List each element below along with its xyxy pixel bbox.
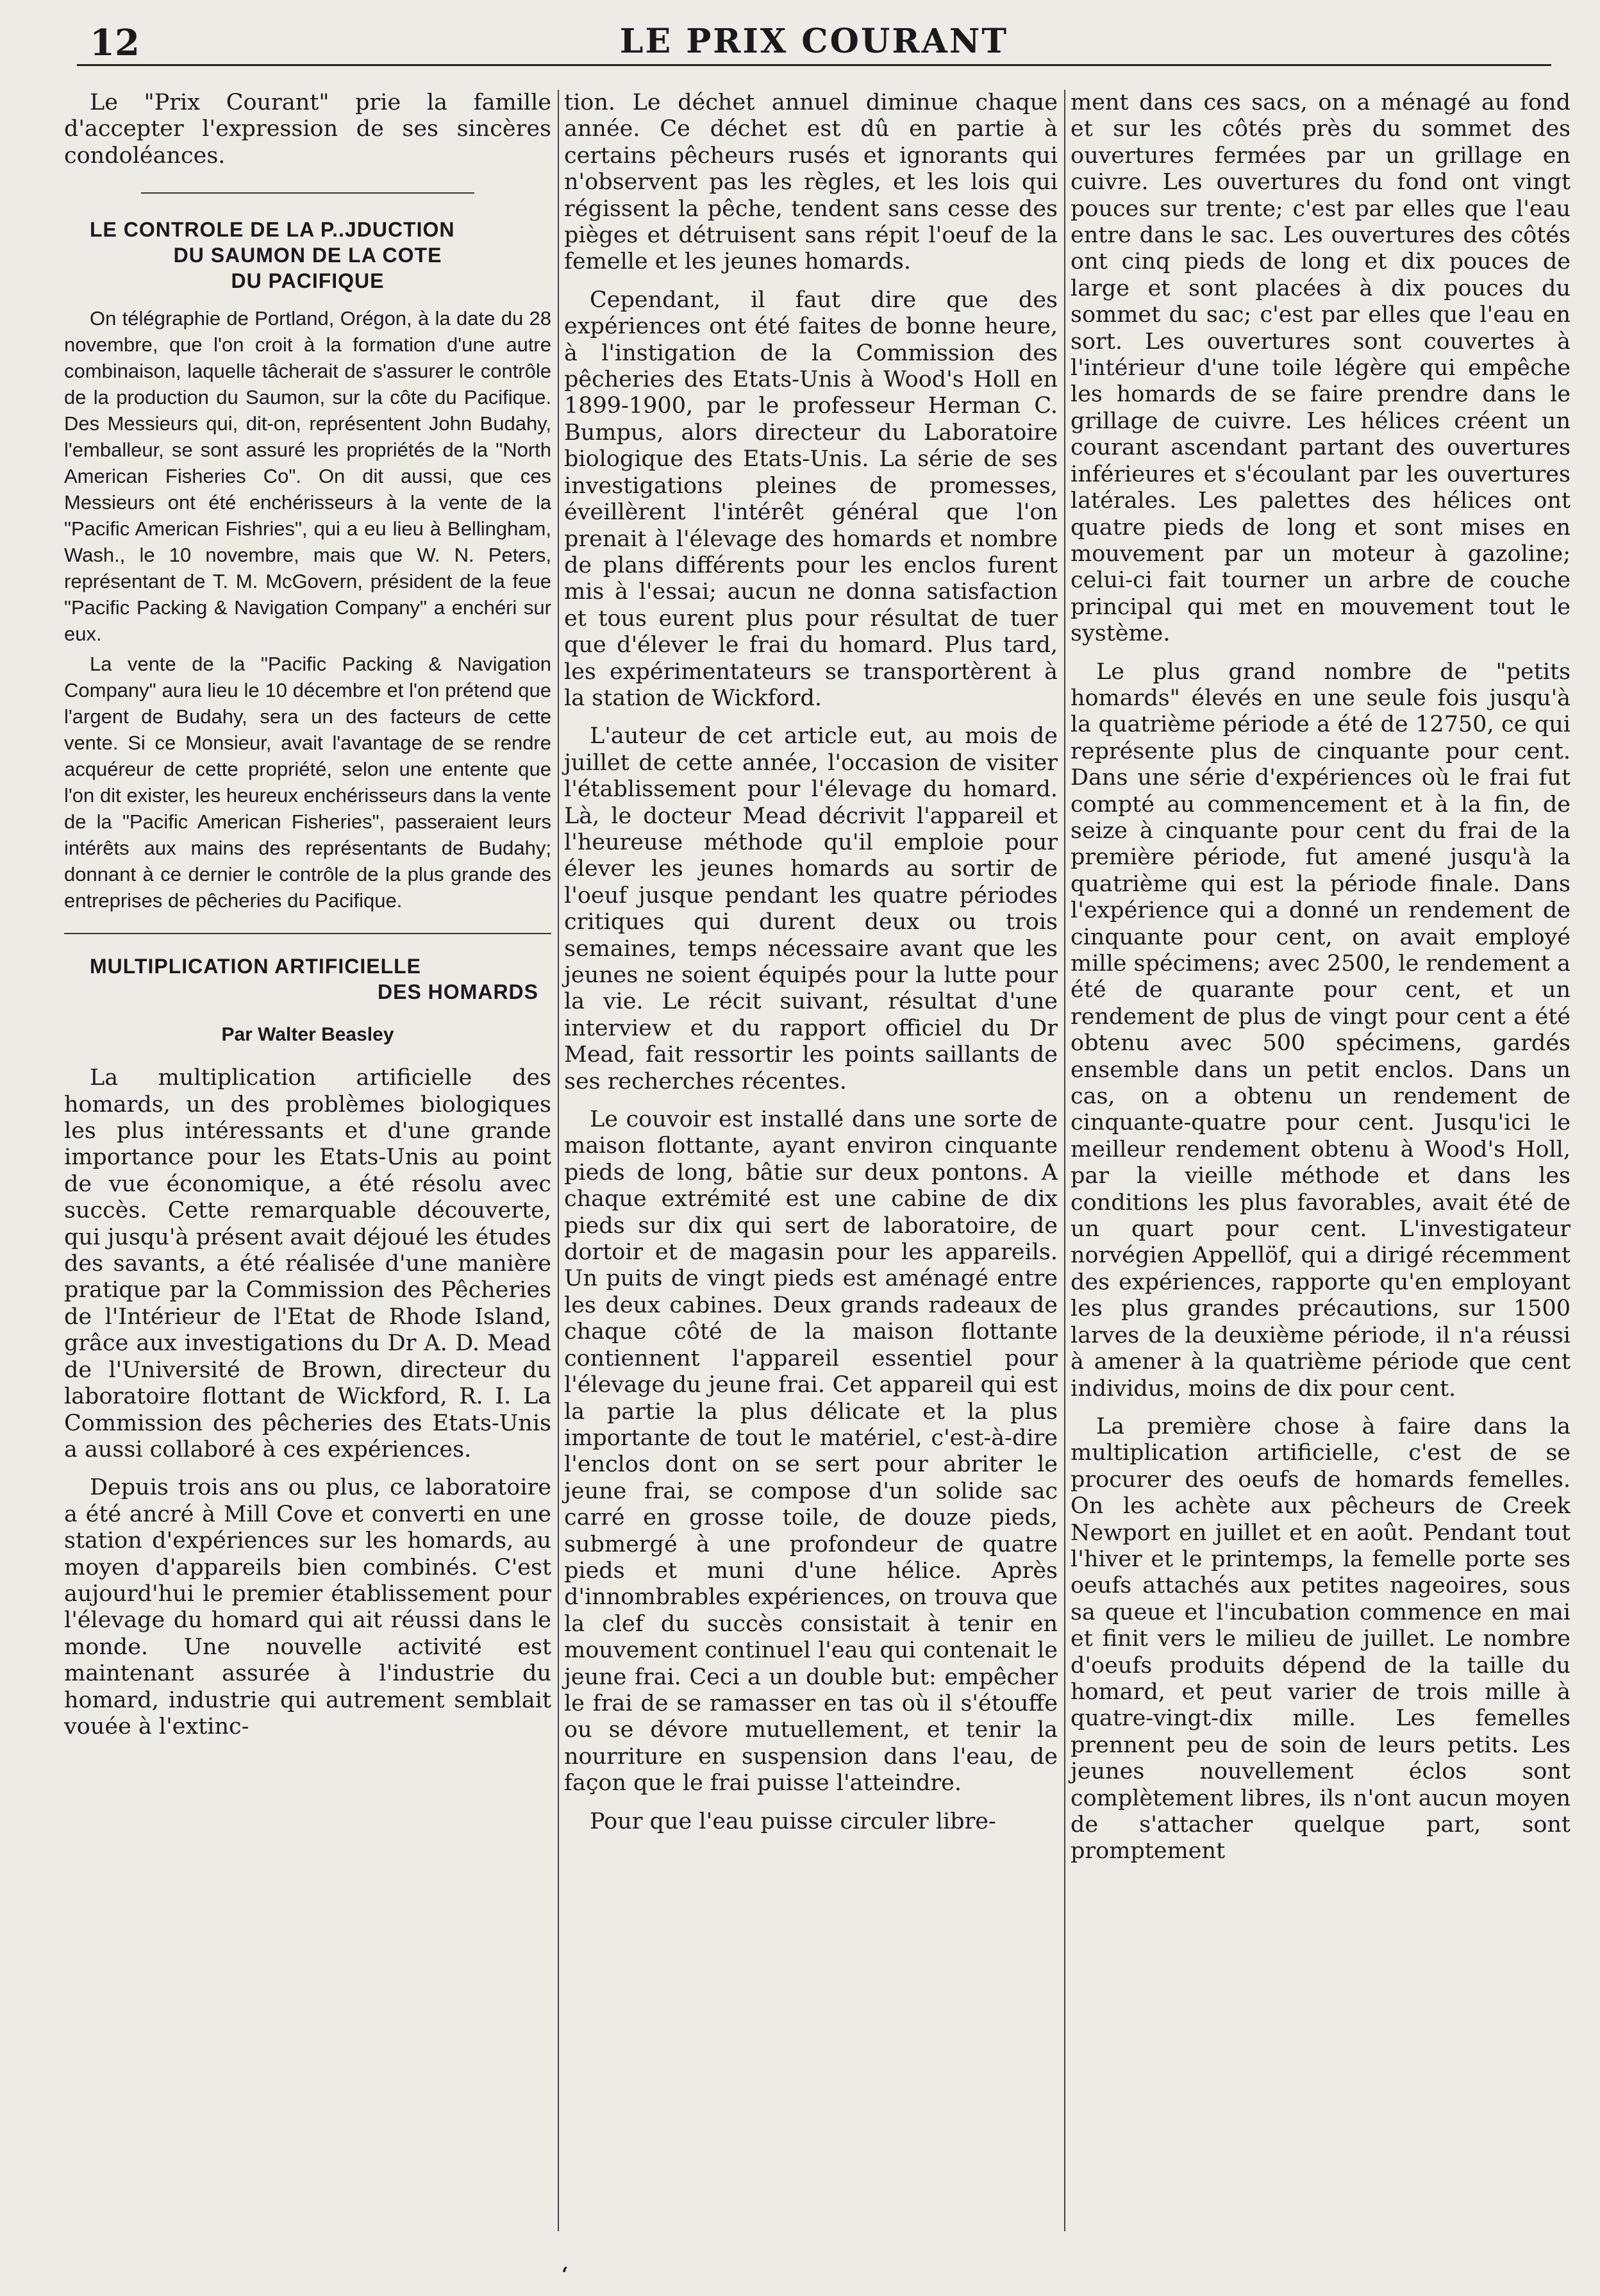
article-paragraph: La multiplication artificielle des homards, un des problèmes biologiques les plus intéressants et d'une grande importance pour les Etats-Unis au point de vue économique, a été résolu avec succès. Cette remarquable découverte, qui jusqu'à présent avait déjoué les études des savants, a été réalisée d'une manière pratique par la Commission des Pêcheries de l'Intérieur de l'Etat de Rhode Island, grâce aux investigations du Dr A. D. Mead de l'Université de Brown, directeur du laboratoire flottant de Wickford, R. I. La Commission des pêcheries des Etats-Unis a aussi collaboré à ces expériences.	[64, 1065, 551, 1462]
print-mark: ‘	[562, 2263, 569, 2286]
article-paragraph: Le plus grand nombre de "petits homards" élevés en une seule fois jusqu'à la quatrième période a été de 12750, ce qui représente plus de cinquante pour cent. Dans une série d'expériences où le frai fut compté au commencement et à la fin, de seize à cinquante pour cent du frai de la première période, fut amené jusqu'à la quatrième qui est la période finale. Dans l'expérience qui a donné un rendement de cinquante pour cent, on avait employé mille spécimens; avec 2500, le rendement a été de quarante pour cent, et un rendement de plus de vingt pour cent a été obtenu avec 500 spécimens, gardés ensemble dans un petit enclos. Dans un cas, on a obtenu un rendement de cinquante-quatre pour cent. Jusqu'ici le meilleur rendement obtenu à Wood's Holl, par la vieille méthode et dans les conditions les plus favorables, avait été de un quart pour cent. L'investigateur norvégien Appellöf, qui a dirigé récemment des expériences, rapporte qu'en employant les plus grandes précautions, sur 1500 larves de la deuxième période, il n'a réussi à amener à la quatrième période que cent individus, moins de dix pour cent.	[1071, 658, 1571, 1402]
column-rule	[558, 90, 559, 2231]
article-paragraph: On télégraphie de Portland, Orégon, à la date du 28 novembre, que l'on croit à la formation d'une autre combinaison, laquelle tâcherait de s'assurer le contrôle de la production du Saumon, sur la côte du Pacifique. Des Messieurs qui, dit-on, représentent John Budahy, l'emballeur, se sont assuré les propriétés de la "North American Fisheries Co". On dit aussi, que ces Messieurs ont été enchérisseurs à la vente de la "Pacific American Fishries", qui a eu lieu à Bellingham, Wash., le 10 novembre, mais que W. N. Peters, représentant de T. M. McGovern, président de la feue "Pacific Packing & Navigation Company" a enchéri sur eux.	[64, 307, 551, 646]
column-2	[564, 90, 1058, 1835]
column-rule	[1064, 90, 1065, 2231]
article-paragraph: Depuis trois ans ou plus, ce laboratoire a été ancré à Mill Cove et converti en une station d'expériences sur les homards, au moyen d'appareils bien combinés. C'est aujourd'hui le premier établissement pour l'élevage du homard qui ait réussi dans le monde. Une nouvelle activité est maintenant assurée à l'industrie du homard, industrie qui autrement semblait vouée à l'extinc-	[64, 1475, 551, 1739]
article-title-line: LE CONTROLE DE LA P..JDUCTION	[90, 218, 455, 242]
article-title-line: DU SAUMON DE LA COTE	[173, 244, 442, 267]
article-title-line: MULTIPLICATION ARTIFICIELLE	[90, 955, 422, 978]
divider	[64, 933, 551, 934]
article-production-saumon	[64, 217, 551, 914]
masthead: LE PRIX COURANT	[619, 22, 1009, 61]
article-paragraph: tion. Le déchet annuel diminue chaque année. Ce déchet est dû en partie à certains pêcheurs rusés et ignorants qui n'observent pas les règles, et les lois qui régissent la pêche, tendent sans cesse des pièges et détruisent sans répit l'oeuf de la femelle et les jeunes homards.	[564, 90, 1058, 275]
article-paragraph: La vente de la "Pacific Packing & Navigation Company" aura lieu le 10 décembre et l'on prétend que l'argent de Budahy, sera un des facteurs de cette vente. Si ce Monsieur, avait l'avantage de se rendre acquéreur de cette propriété, selon une entente que l'on dit exister, les heureux enchérisseurs dans la vente de la "Pacific American Fisheries", passeraient leurs intérêts aux mains des représentants de Budahy; donnant à ce dernier le contrôle de la plus grande des entreprises de pêcheries du Pacifique.	[64, 653, 551, 912]
article-title-line: DES HOMARDS	[377, 980, 538, 1004]
page-number: 12	[90, 22, 140, 64]
divider	[141, 192, 474, 194]
article-paragraph: Cependant, il faut dire que des expériences ont été faites de bonne heure, à l'instigation de la Commission des pêcheries des Etats-Unis à Wood's Holl en 1899-1900, par le professeur Herman C. Bumpus, alors directeur du Laboratoire biologique des Etats-Unis. La série de ses investigations pleines de promesses, éveillèrent l'intérêt général que l'on prenait à l'élevage des homards et nombre de plans différents pour les enclos furent mis à l'essai; aucun ne donna satisfaction et tous eurent plus pour résultat de tuer que d'élever le frai du homard. Plus tard, les expérimentateurs se transportèrent à la station de Wickford.	[564, 287, 1058, 711]
article-paragraph: La première chose à faire dans la multiplication artificielle, c'est de se procurer des oeufs de homards femelles. On les achète aux pêcheurs de Creek Newport en juillet et en août. Pendant tout l'hiver et le printemps, la femelle porte ses oeufs attachés aux petites nageoires, sous sa queue et l'incubation commence en mai et finit vers le milieu de juillet. Le nombre d'oeufs produits dépend de la taille du homard, et peut varier de trois mille à quatre-vingt-dix mille. Les femelles prennent peu de soin de leurs petits. Les jeunes nouvellement éclos sont complètement libres, ils n'ont aucun moyen de s'attacher quelque part, sont promptement	[1071, 1413, 1571, 1864]
article-title-line: DU PACIFIQUE	[231, 269, 385, 293]
byline: Par Walter Beasley	[221, 1024, 394, 1046]
article-paragraph: Le couvoir est installé dans une sorte de maison flottante, ayant environ cinquante pieds de long, bâtie sur deux pontons. A chaque extrémité est une cabine de dix pieds sur dix qui sert de laboratoire, de dortoir et de magasin pour les appareils. Un puits de vingt pieds est aménagé entre les deux cabines. Deux grands radeaux de chaque côté de la maison flottante contiennent l'appareil essentiel pour l'élevage du jeune frai. Cet appareil qui est la partie la plus délicate et la plus importante de tout le matériel, c'est-à-dire l'enclos dont on se sert pour abriter le jeune frai, se compose d'un solide sac carré en grosse toile, de douze pieds, submergé à une profondeur de quatre pieds et muni d'une hélice. Après d'innombrables expériences, on trouva que la clef du succès consistait à tenir en mouvement continuel l'eau qui contenait le jeune frai. Ceci a un double but: empêcher le frai de se ramasser en tas où il s'étouffe ou se dévore mutuellement, et tenir la nourriture en suspension dans l'eau, de façon que le frai puisse l'atteindre.	[564, 1107, 1058, 1797]
column-3	[1071, 90, 1571, 1865]
article-paragraph: ment dans ces sacs, on a ménagé au fond et sur les côtés près du sommet des ouvertures fermées par un grillage en cuivre. Les ouvertures du fond ont vingt pouces sur trente; c'est par elles que l'eau entre dans le sac. Les ouvertures des côtés ont cinq pieds de long et dix pouces de large et sont placées à dix pouces du sommet du sac; c'est par elles que l'eau en sort. Les ouvertures sont couvertes à l'intérieur d'une toile légère qui empêche les homards de se faire prendre dans le grillage de cuivre. Les hélices créent un courant ascendant partant des ouvertures inférieures et s'écoulant par les ouvertures latérales. Les palettes des hélices ont quatre pieds de long et sont mises en mouvement par un moteur à gazoline; celui-ci fait tourner un arbre de couche principal qui met en mouvement tout le système.	[1071, 90, 1571, 647]
article-paragraph: Pour que l'eau puisse circuler libre-	[590, 1808, 996, 1834]
column-1	[64, 90, 551, 1740]
condolence-notice: Le "Prix Courant" prie la famille d'accepter l'expression de ses sincères condoléances.	[64, 90, 551, 169]
article-multiplication-homards	[64, 953, 551, 1740]
page-header	[77, 19, 1551, 66]
article-paragraph: L'auteur de cet article eut, au mois de juillet de cette année, l'occasion de visiter l'établissement pour l'élevage du homard. Là, le docteur Mead décrivit l'appareil et l'heureuse méthode qu'il emploie pour élever les jeunes homards au sortir de l'oeuf jusque pendant les quatre périodes critiques qui durent deux ou trois semaines, temps nécessaire avant que les jeunes ne soient équipés pour la lutte pour la vie. Le récit suivant, résultat d'une interview et du rapport officiel du Dr Mead, fait ressortir les points saillants de ses recherches récentes.	[564, 723, 1058, 1094]
